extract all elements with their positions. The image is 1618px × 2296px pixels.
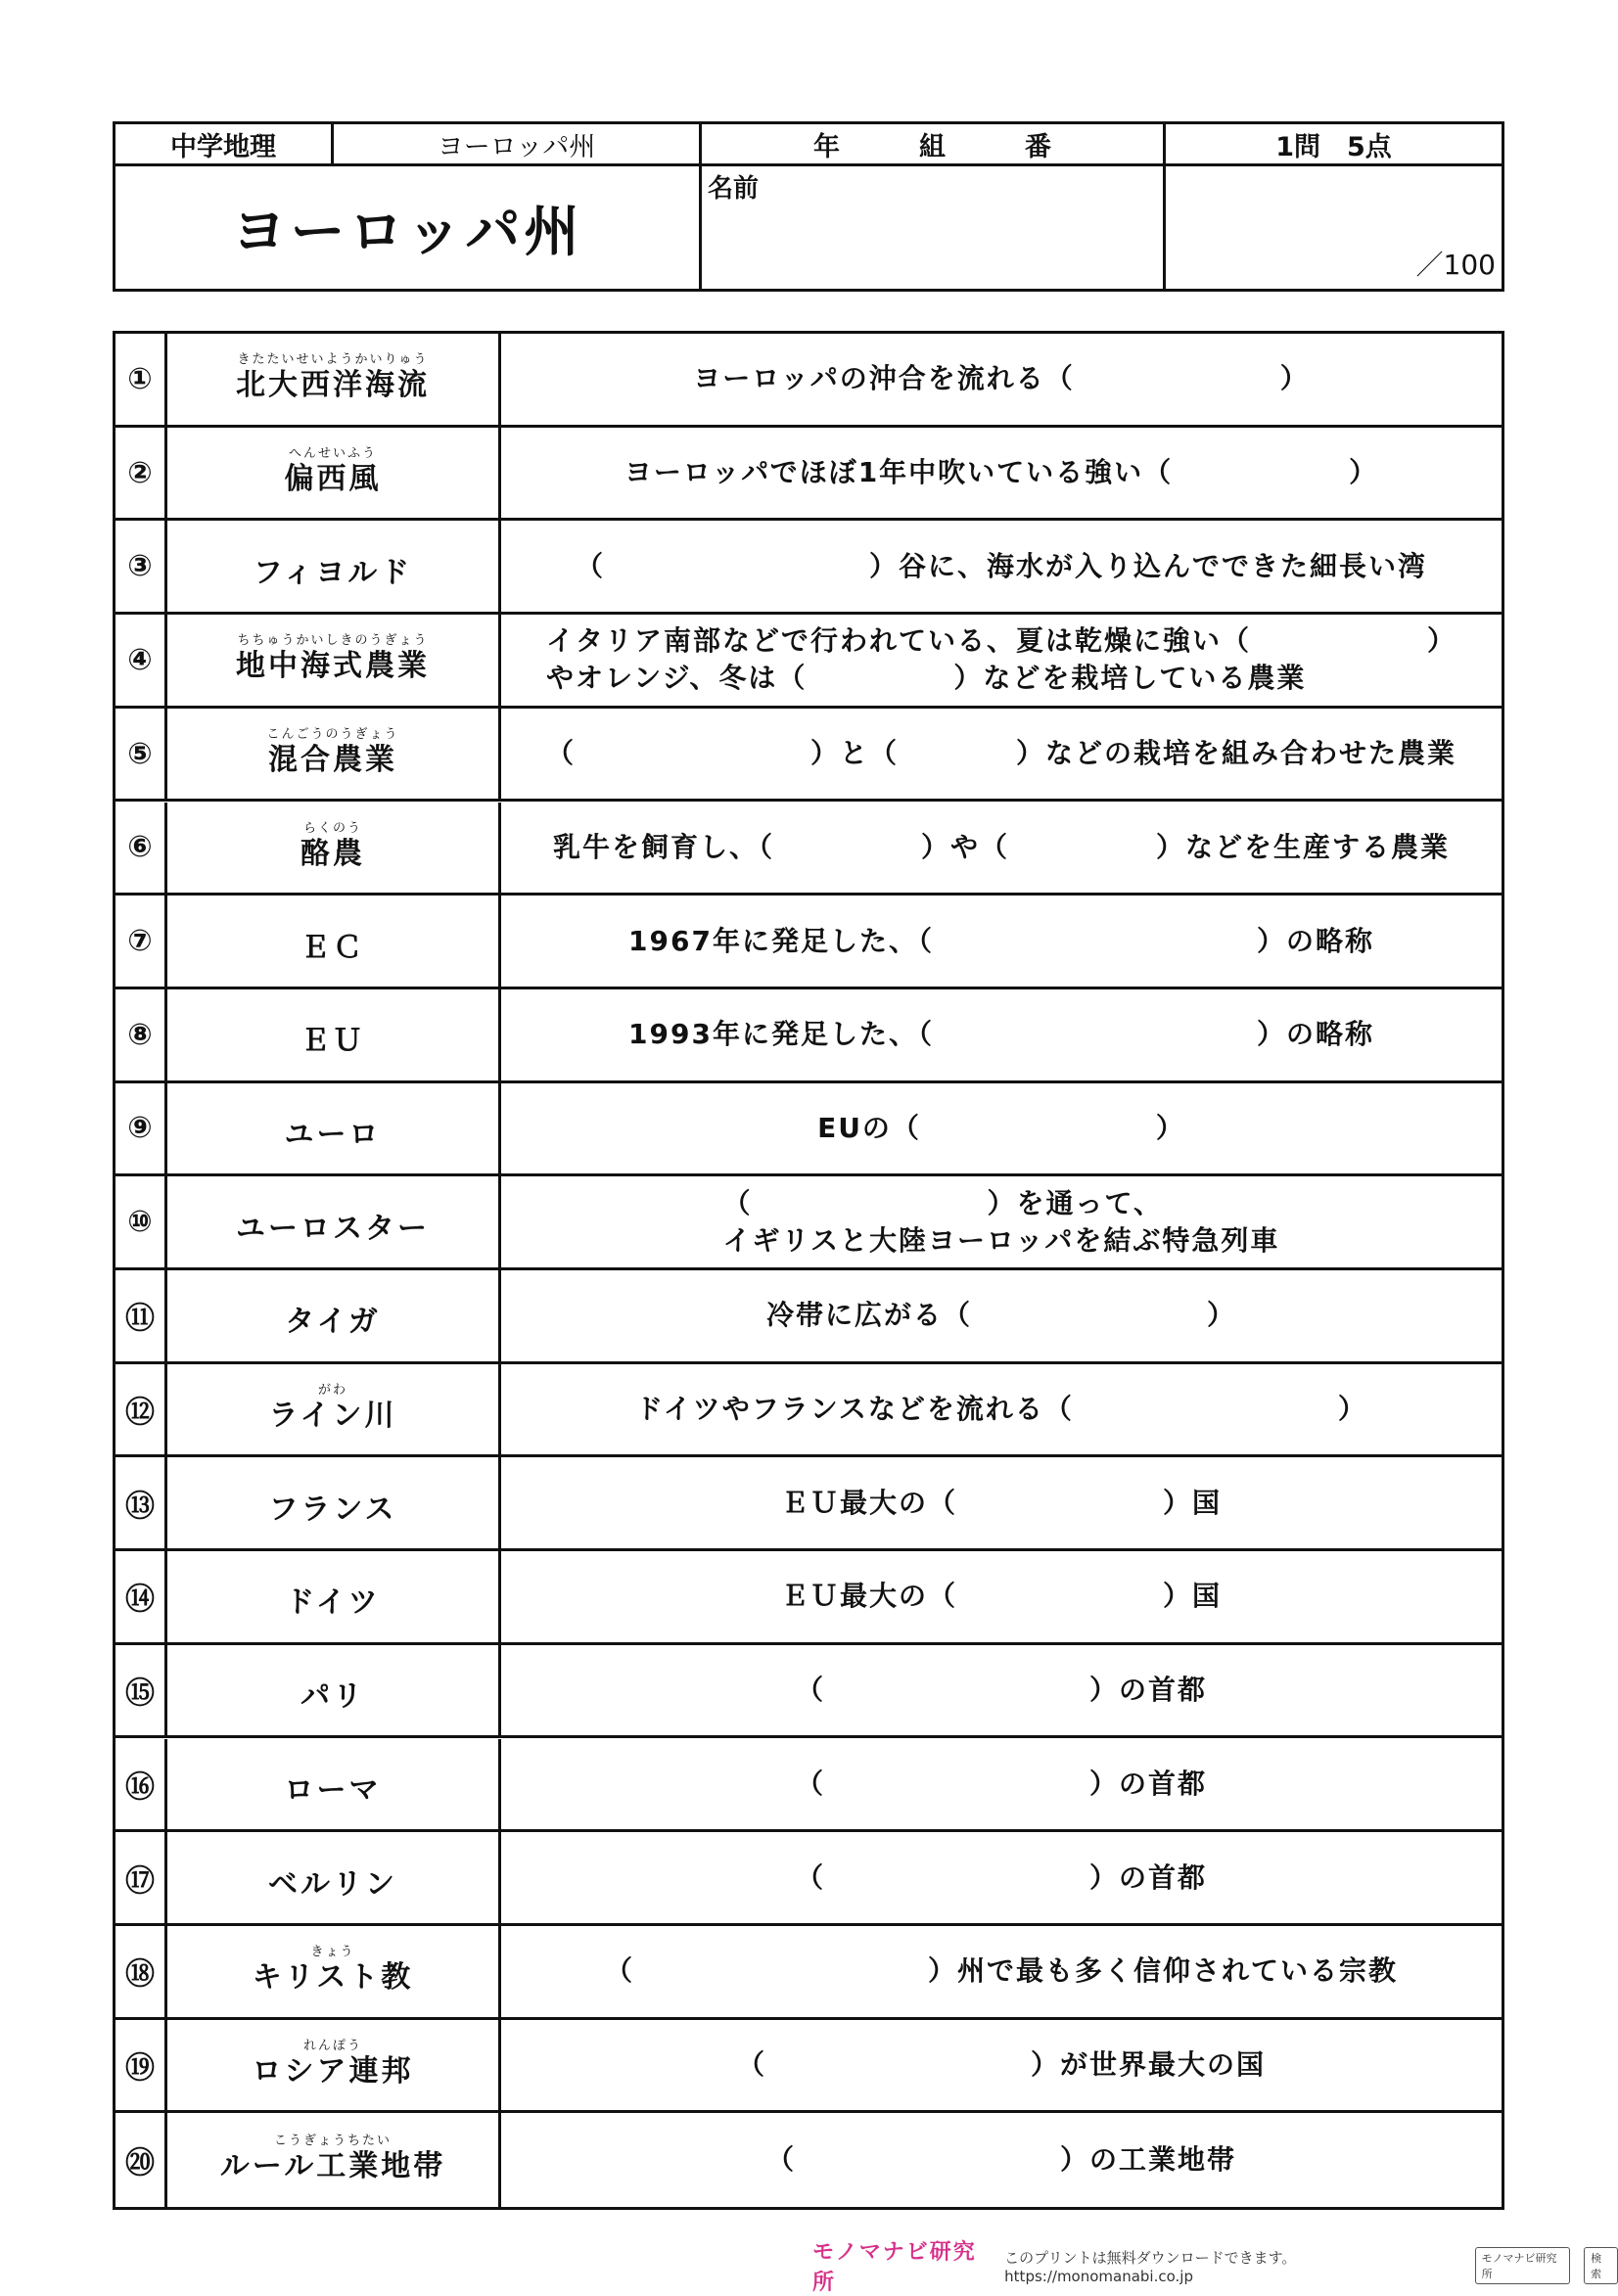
term-furigana: らくのう (302, 820, 362, 836)
term-cell (167, 1457, 501, 1548)
table-row (116, 1739, 1502, 1833)
table-row (116, 334, 1502, 428)
name-label: 名前 (708, 174, 760, 204)
term-cell (167, 895, 501, 987)
term-label: 北大西洋海流 (236, 368, 430, 403)
question-text[interactable]: EUの（ ） (817, 1111, 1185, 1144)
table-row (116, 895, 1502, 989)
score-total: ／100 (1415, 249, 1496, 281)
question-number: ② (116, 428, 167, 519)
name-field[interactable] (702, 166, 1166, 289)
term-cell (167, 521, 501, 612)
table-row (116, 521, 1502, 615)
term-label: 混合農業 (268, 743, 397, 778)
question-text[interactable]: ドイツやフランスなどを流れる（ ） (635, 1393, 1367, 1426)
page-title: ヨーロッパ州 (116, 166, 702, 289)
question-number: ⑦ (116, 895, 167, 987)
table-row (116, 2113, 1502, 2207)
question-text[interactable]: 冷帯に広がる（ ） (765, 1299, 1236, 1332)
question-number: ⑲ (116, 2020, 167, 2111)
question-number: ⑮ (116, 1645, 167, 1736)
term-label: ベルリン (268, 1866, 397, 1902)
subject-cell: 中学地理 (116, 124, 334, 166)
question-text[interactable]: イタリア南部などで行われている、夏は乾燥に強い（ ） やオレンジ、冬は（ ）などを栽培している農業 (545, 624, 1456, 695)
term-cell (167, 1083, 501, 1174)
term-cell (167, 709, 501, 800)
search-button[interactable]: 検索 (1584, 2247, 1618, 2284)
search-box[interactable]: モノマナビ研究所 (1475, 2247, 1570, 2284)
question-text[interactable]: 乳牛を飼育し、（ ）や（ ）などを生産する農業 (552, 830, 1450, 863)
question-table (113, 331, 1504, 2210)
header-box (113, 121, 1504, 292)
question-number: ④ (116, 615, 167, 706)
question-number: ⑱ (116, 1926, 167, 2017)
term-label: 偏西風 (284, 462, 382, 497)
term-cell (167, 2020, 501, 2111)
term-furigana: がわ (317, 1383, 347, 1399)
term-cell (167, 1270, 501, 1361)
term-label: キリスト教 (252, 1960, 414, 1996)
question-text[interactable]: 1993年に発足した、（ ）の略称 (628, 1018, 1374, 1051)
footer (812, 2240, 1618, 2295)
table-row (116, 803, 1502, 896)
question-number: ⑨ (116, 1083, 167, 1174)
term-cell (167, 1739, 501, 1830)
term-furigana: れんぽう (302, 2038, 362, 2053)
term-cell (167, 334, 501, 425)
term-furigana: こうぎょうちたい (273, 2134, 392, 2149)
term-cell (167, 428, 501, 519)
table-row (116, 1083, 1502, 1177)
question-number: ① (116, 334, 167, 425)
question-text[interactable]: 1967年に発足した、（ ）の略称 (628, 924, 1374, 957)
table-row (116, 2020, 1502, 2114)
question-text[interactable]: （ ）州で最も多く信仰されている宗教 (604, 1954, 1398, 1988)
term-label: ＥＵ (300, 1024, 365, 1059)
table-row (116, 1832, 1502, 1926)
question-number: ⑪ (116, 1270, 167, 1361)
term-furigana: ちちゅうかいしきのうぎょう (237, 633, 429, 649)
score-rule-cell: 1問 5点 (1166, 124, 1502, 166)
term-label: ローマ (284, 1772, 382, 1808)
term-label: ユーロスター (236, 1211, 430, 1246)
question-text[interactable]: （ ）谷に、海水が入り込んでできた細長い湾 (575, 549, 1427, 582)
brand-logo: モノマナビ研究所 (812, 2240, 977, 2295)
term-cell (167, 1551, 501, 1642)
term-label: ライン川 (268, 1399, 397, 1434)
question-number: ⑤ (116, 709, 167, 800)
unit-small-cell: ヨーロッパ州 (334, 124, 702, 166)
term-cell (167, 803, 501, 894)
term-label: 酪農 (300, 836, 365, 871)
question-number: ⑩ (116, 1176, 167, 1267)
question-text[interactable]: （ ）を通って、 イギリスと大陸ヨーロッパを結ぶ特急列車 (722, 1186, 1280, 1257)
question-number: ⑫ (116, 1364, 167, 1455)
term-label: フランス (268, 1492, 397, 1527)
table-row (116, 1926, 1502, 2020)
table-row (116, 1645, 1502, 1739)
table-row (116, 989, 1502, 1083)
footer-note: このプリントは無料ダウンロードできます。https://monomanabi.co.jp (1004, 2248, 1297, 2285)
term-cell (167, 1645, 501, 1736)
term-cell (167, 1926, 501, 2017)
table-row (116, 709, 1502, 803)
question-text[interactable]: （ ）の工業地帯 (765, 2143, 1236, 2177)
question-text[interactable]: （ ）の首都 (795, 1860, 1207, 1894)
question-text[interactable]: ヨーロッパでほぼ1年中吹いている強い（ ） (624, 456, 1379, 489)
term-label: ルール工業地帯 (219, 2149, 446, 2184)
term-cell (167, 2113, 501, 2207)
term-furigana: きょう (310, 1945, 355, 1960)
term-cell (167, 615, 501, 706)
question-text[interactable]: ヨーロッパの沖合を流れる（ ） (693, 362, 1310, 395)
term-cell (167, 989, 501, 1080)
question-number: ⑰ (116, 1832, 167, 1923)
question-number: ⑥ (116, 803, 167, 894)
term-label: 地中海式農業 (236, 649, 430, 684)
term-label: ロシア連邦 (252, 2053, 414, 2089)
table-row (116, 428, 1502, 522)
question-text[interactable]: ＥＵ最大の（ ）国 (780, 1580, 1222, 1613)
term-furigana: きたたいせいようかいりゅう (237, 352, 429, 368)
question-text[interactable]: ＥＵ最大の（ ）国 (780, 1486, 1222, 1519)
term-furigana: こんごうのうぎょう (266, 727, 399, 743)
question-number: ③ (116, 521, 167, 612)
question-text[interactable]: （ ）と（ ）などの栽培を組み合わせた農業 (545, 737, 1456, 770)
term-label: ＥＣ (300, 930, 365, 965)
question-number: ⑯ (116, 1739, 167, 1830)
term-label: フィヨルド (253, 555, 413, 590)
question-number: ⑭ (116, 1551, 167, 1642)
question-number: ⑳ (116, 2113, 167, 2207)
question-number: ⑬ (116, 1457, 167, 1548)
table-row (116, 1551, 1502, 1645)
question-number: ⑧ (116, 989, 167, 1080)
score-field[interactable] (1166, 166, 1502, 289)
term-label: パリ (300, 1679, 365, 1715)
term-label: ドイツ (285, 1585, 381, 1621)
table-row (116, 1176, 1502, 1270)
term-label: タイガ (285, 1305, 381, 1340)
question-text[interactable]: （ ）の首都 (795, 1674, 1207, 1707)
term-furigana: へんせいふう (288, 446, 377, 462)
table-row (116, 615, 1502, 709)
table-row (116, 1364, 1502, 1458)
question-text[interactable]: （ ）の首都 (795, 1767, 1207, 1800)
term-label: ユーロ (284, 1117, 382, 1152)
table-row (116, 1270, 1502, 1364)
term-cell (167, 1176, 501, 1267)
table-row (116, 1457, 1502, 1551)
term-cell (167, 1364, 501, 1455)
term-cell (167, 1832, 501, 1923)
class-info-cell: 年 組 番 (702, 124, 1166, 166)
question-text[interactable]: （ ）が世界最大の国 (736, 2047, 1266, 2081)
